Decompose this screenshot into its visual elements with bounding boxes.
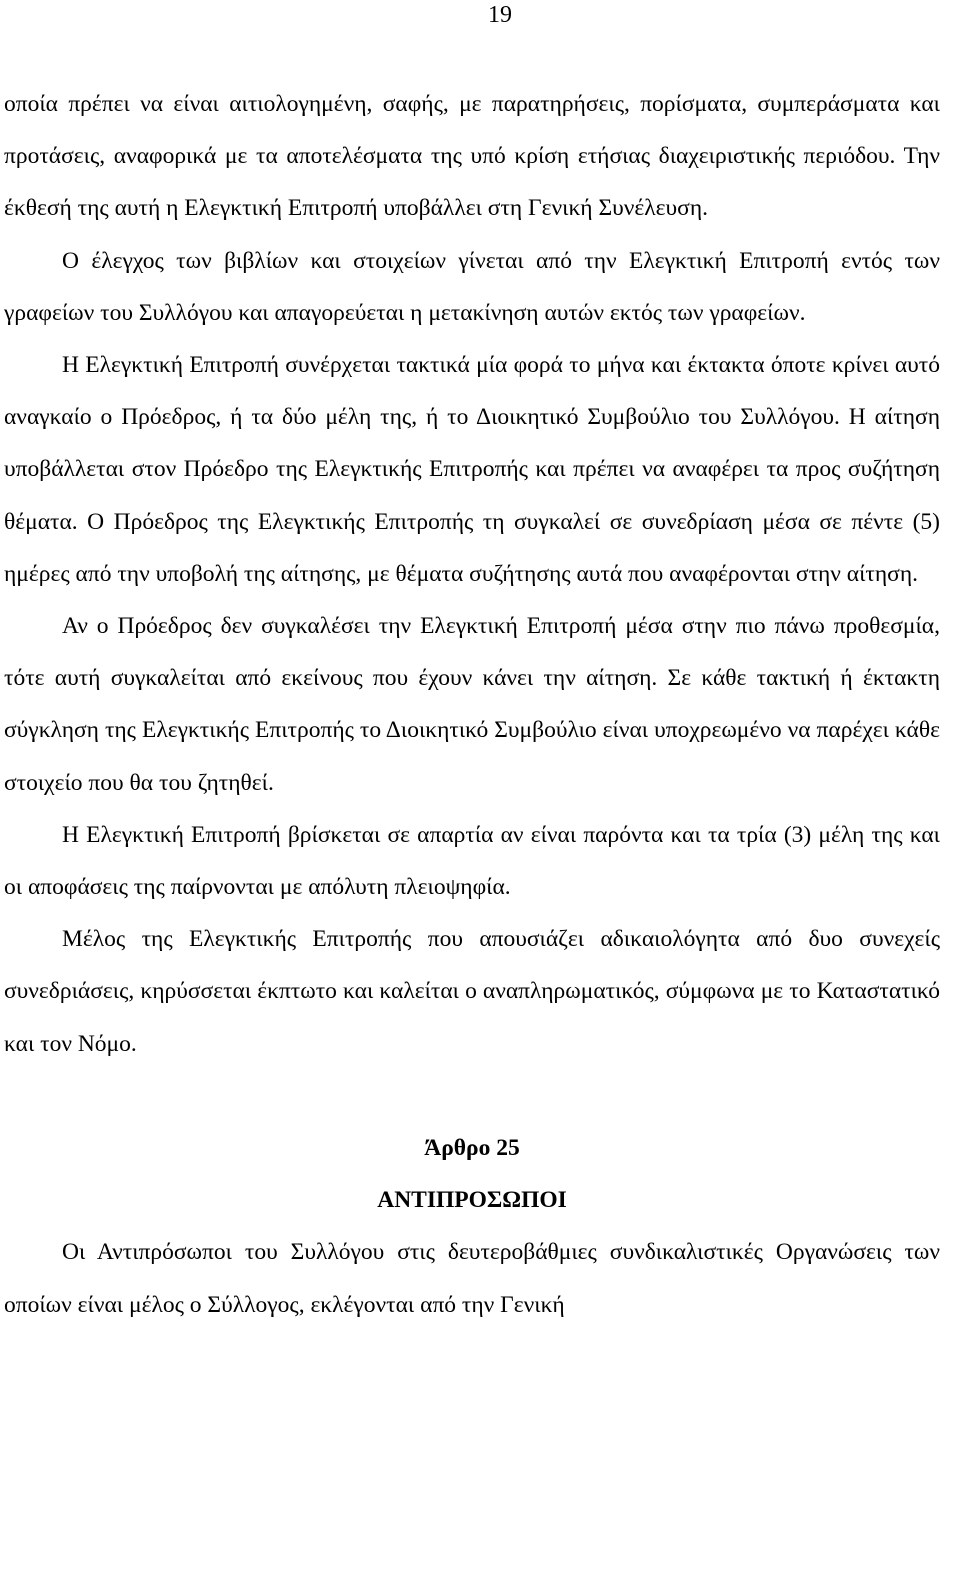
paragraph-meetings: Η Ελεγκτική Επιτροπή συνέρχεται τακτικά μία φορά το μήνα και έκτακτα όποτε κρίνει αυτό αναγκαίο ο Πρόεδρος, ή τα δύο μέλη της, ή το Διοικητικό Συμβούλιο του Συλλόγου. Η αίτηση υποβάλλεται στον Πρόεδρο της Ελεγκτικής Επιτροπής και πρέπει να αναφέρει τα προς συζήτηση θέματα. Ο Πρόεδρος της Ελεγκτικής Επιτροπής τη συγκαλεί σε συνεδρίαση μέσα σε πέντε (5) ημέρες από την υποβολή της αίτησης, με θέματα συζήτησης αυτά που αναφέρονται στην αίτηση. (4, 352, 940, 587)
paragraph-quorum: Η Ελεγκτική Επιτροπή βρίσκεται σε απαρτία αν είναι παρόντα και τα τρία (3) μέλη της και οι αποφάσεις της παίρνονται με απόλυτη πλειοψηφία. (4, 821, 940, 901)
document-body (4, 78, 940, 1331)
section-spacer (4, 1070, 940, 1122)
paragraph-continuation: οποία πρέπει να είναι αιτιολογημένη, σαφής, με παρατηρήσεις, πορίσματα, συμπεράσματα και προτάσεις, αναφορικά με τα αποτελέσματα της υπό κρίση ετήσιας διαχειριστικής περιόδου. Την έκθεσή της αυτή η Ελεγκτική Επιτροπή υποβάλλει στη Γενική Συνέλευση. (4, 91, 940, 222)
article-subtitle: ΑΝΤΙΠΡΟΣΩΠΟΙ (377, 1187, 567, 1214)
paragraph-absence: Μέλος της Ελεγκτικής Επιτροπής που απουσιάζει αδικαιολόγητα από δυο συνεχείς συνεδριάσεις, κηρύσσεται έκπτωτο και καλείται ο αναπληρωματικός, σύμφωνα με το Καταστατικό και τον Νόμο. (4, 926, 940, 1057)
paragraph-audit-location: Ο έλεγχος των βιβλίων και στοιχείων γίνεται από την Ελεγκτική Επιτροπή εντός των γραφείων του Συλλόγου και απαγορεύεται η μετακίνηση αυτών εκτός των γραφείων. (4, 247, 940, 326)
paragraph-convening: Αν ο Πρόεδρος δεν συγκαλέσει την Ελεγκτική Επιτροπή μέσα στην πιο πάνω προθεσμία, τότε αυτή συγκαλείται από εκείνους που έχουν κάνει την αίτηση. Σε κάθε τακτική ή έκτακτη σύγκληση της Ελεγκτικής Επιτροπής το Διοικητικό Συμβούλιο είναι υποχρεωμένο να παρέχει κάθε στοιχείο που θα του ζητηθεί. (4, 613, 940, 796)
paragraph-representatives: Οι Αντιπρόσωποι του Συλλόγου στις δευτεροβάθμιες συνδικαλιστικές Οργανώσεις των οποίων είναι μέλος ο Σύλλογος, εκλέγονται από την Γενική (4, 1239, 940, 1318)
article-title: Άρθρο 25 (424, 1135, 520, 1162)
page-number: 19 (488, 2, 512, 28)
